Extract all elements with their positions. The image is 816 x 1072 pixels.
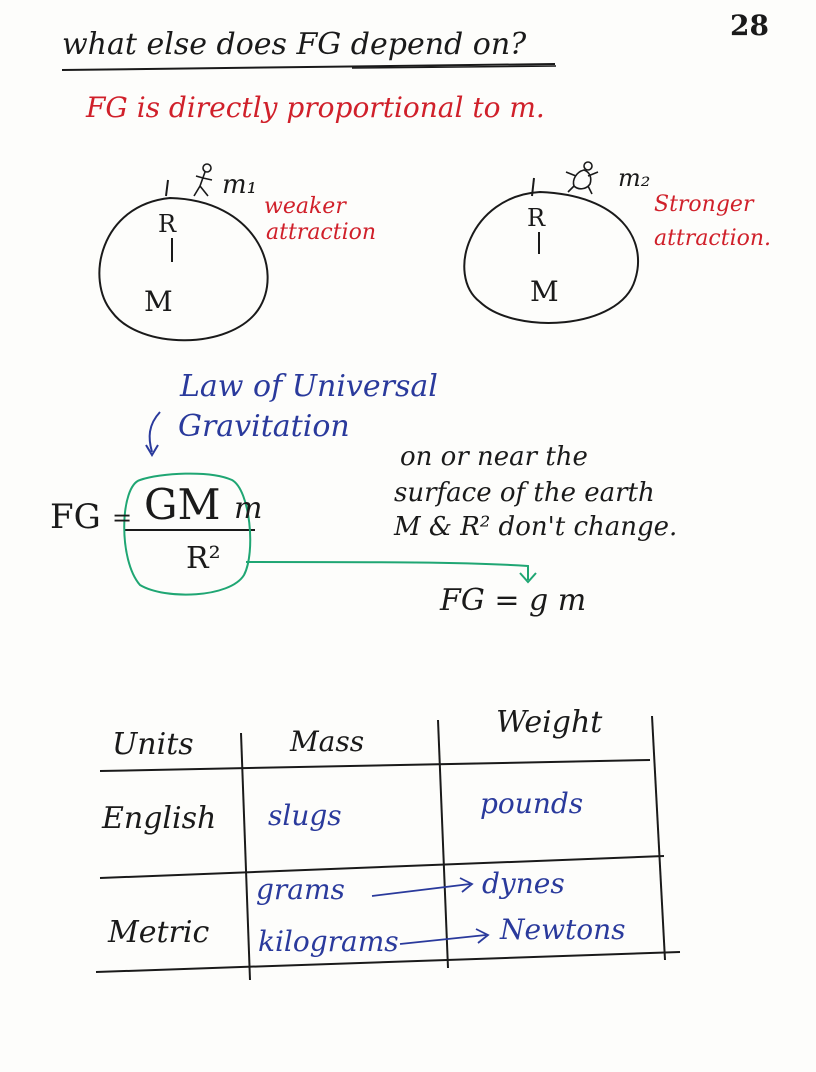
- table-line-v2: [438, 720, 448, 968]
- table-row-metric-label: Metric: [108, 915, 210, 950]
- page-heading: what else does FG depend on?: [62, 27, 527, 62]
- table-header-weight: Weight: [496, 705, 603, 740]
- table-header-mass: Mass: [290, 725, 365, 758]
- right-planet-mass-label: M: [530, 275, 559, 308]
- table-line-v3: [652, 716, 665, 960]
- person-icon-large: [566, 162, 598, 194]
- page-number: 28: [730, 9, 769, 42]
- formula-lhs: FG: [50, 497, 101, 537]
- table-row-metric-mass-1: grams: [256, 873, 345, 906]
- formula-denominator: R²: [186, 541, 221, 576]
- formula-numerator-gm: GM: [144, 480, 221, 529]
- table-row-metric-mass-2: kilograms: [258, 925, 399, 958]
- table-row-english-mass: slugs: [268, 799, 342, 832]
- arrow-grams-dynes: [372, 884, 470, 896]
- right-note-line1: Stronger: [654, 192, 754, 217]
- arrow-kg-newtons: [400, 935, 486, 944]
- left-planet-circle: [99, 198, 267, 340]
- right-mass-label: m₂: [618, 164, 651, 192]
- proportionality-statement: FG is directly proportional to m.: [86, 91, 545, 124]
- left-tick-top: [166, 180, 168, 196]
- formula-equals: =: [112, 504, 133, 532]
- surface-note-line3: M & R² don't change.: [394, 512, 678, 542]
- surface-note-line2: surface of the earth: [394, 478, 655, 508]
- left-note-line2: attraction: [266, 220, 377, 245]
- table-header-units: Units: [112, 727, 194, 762]
- left-mass-label: m₁: [222, 170, 258, 200]
- table-line-h2: [100, 856, 664, 878]
- surface-note-line1: on or near the: [400, 442, 588, 472]
- right-radius-label: R: [527, 204, 546, 232]
- table-row-english-label: English: [102, 801, 217, 836]
- table-row-metric-weight-1: dynes: [482, 867, 565, 900]
- formula-numerator-m: m: [234, 491, 263, 526]
- table-line-v1: [241, 733, 250, 980]
- left-planet-mass-label: M: [144, 285, 173, 318]
- left-note-line1: weaker: [264, 194, 346, 219]
- law-line1: Law of Universal: [180, 369, 438, 404]
- table-row-english-weight: pounds: [480, 787, 584, 820]
- left-radius-label: R: [158, 210, 177, 238]
- green-arrow: [246, 562, 528, 580]
- right-note-line2: attraction.: [654, 226, 772, 251]
- simplified-formula: FG = g m: [440, 583, 587, 618]
- table-row-metric-weight-2: Newtons: [500, 913, 626, 946]
- law-line2: Gravitation: [178, 409, 350, 444]
- person-icon-small: [194, 164, 212, 196]
